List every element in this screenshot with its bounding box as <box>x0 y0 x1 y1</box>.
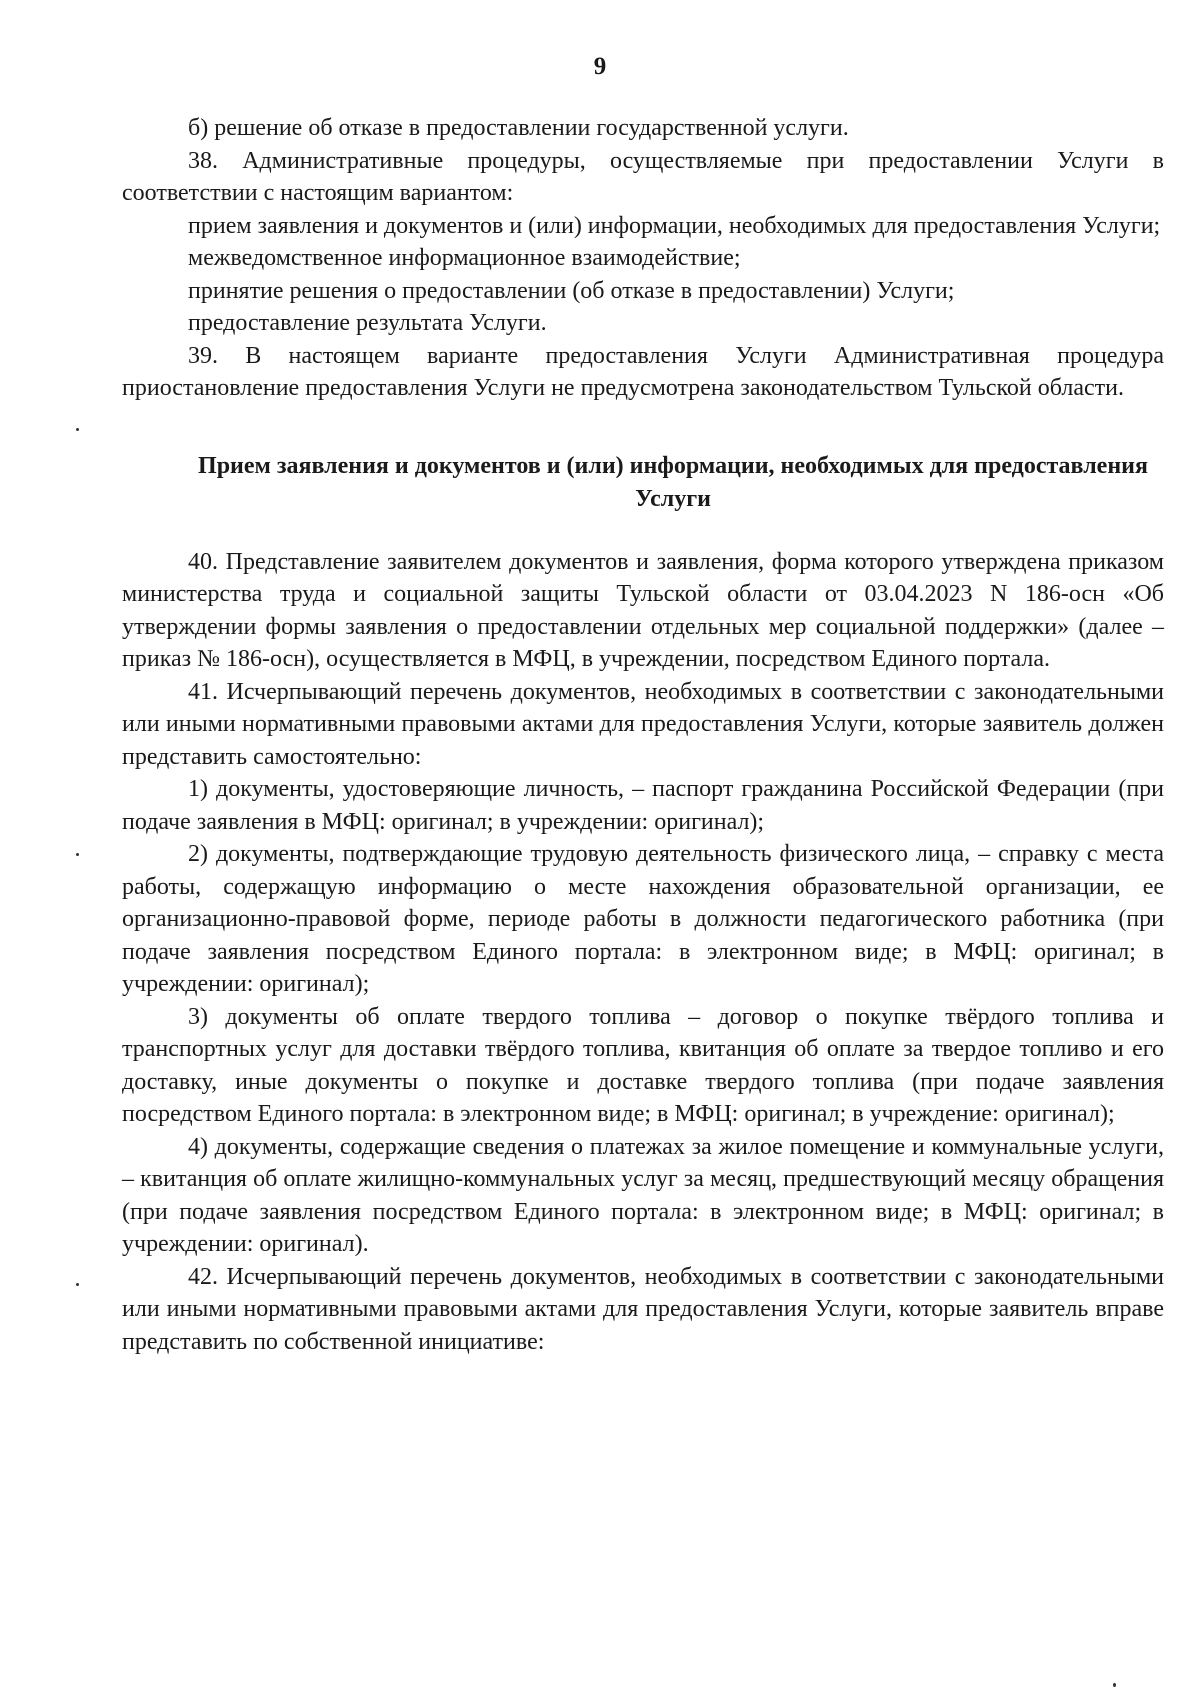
spacer <box>122 405 1164 450</box>
page-number: 9 <box>593 53 607 80</box>
spacer <box>122 516 1164 546</box>
paragraph: предоставление результата Услуги. <box>188 310 547 336</box>
section-procedures <box>122 112 1164 405</box>
paragraph: 38. Административные процедуры, осуществляемые при предоставлении Услуги в соответствии с настоящим вариантом: <box>122 147 1164 206</box>
paragraph: 4) документы, содержащие сведения о платежах за жилое помещение и коммунальные услуги, – квитанция об оплате жилищно-коммунальных услуг за месяц, предшествующий месяцу обращения (при подаче заявления посредством Единого портала: в электронном виде; в МФЦ: оригинал; в учреждении: оригинал). <box>122 1133 1164 1257</box>
paragraph: принятие решения о предоставлении (об отказе в предоставлении) Услуги; <box>188 277 955 304</box>
paragraph: 1) документы, удостоверяющие личность, – паспорт гражданина Российской Федерации (при подаче заявления в МФЦ: оригинал; в учреждении: оригинал); <box>122 776 1164 835</box>
document-body <box>122 112 1164 1358</box>
paragraph: 40. Представление заявителем документов и заявления, форма которого утверждена приказом министерства труда и социальной защиты Тульской области от 03.04.2023 N 186-осн «Об утверждении формы заявления о предоставлении отдельных мер социальной поддержки» (далее – приказ № 186-осн), осуществляется в МФЦ, в учреждении, посредством Единого портала. <box>122 548 1164 672</box>
scan-speck <box>1113 1683 1116 1687</box>
paragraph: б) решение об отказе в предоставлении государственной услуги. <box>188 115 849 141</box>
scan-speck <box>76 853 79 856</box>
scan-speck <box>76 1283 79 1286</box>
scan-speck <box>76 428 79 431</box>
paragraph: 42. Исчерпывающий перечень документов, необходимых в соответствии с законодательными или иными нормативными правовыми актами для предоставления Услуги, которые заявитель вправе представить по собственной инициативе: <box>122 1263 1164 1355</box>
paragraph: 39. В настоящем варианте предоставления Услуги Административная процедура приостановление предоставления Услуги не предусмотрена законодательством Тульской области. <box>122 342 1164 401</box>
section-documents <box>122 546 1164 1359</box>
paragraph: 41. Исчерпывающий перечень документов, необходимых в соответствии с законодательными или иными нормативными правовыми актами для предоставления Услуги, которые заявитель должен представить самостоятельно: <box>122 678 1164 770</box>
paragraph: 3) документы об оплате твердого топлива – договор о покупке твёрдого топлива и транспортных услуг для доставки твёрдого топлива, квитанция об оплате за твердое топливо и его доставку, иные документы о покупке и доставке твердого топлива (при подаче заявления посредством Единого портала: в электронном виде; в МФЦ: оригинал; в учреждение: оригинал); <box>122 1003 1164 1127</box>
paragraph: 2) документы, подтверждающие трудовую деятельность физического лица, – справку с места работы, содержащую информацию о месте нахождения образовательной организации, ее организационно-правовой форме, периоде работы в должности педагогического работника (при подаче заявления посредством Единого портала: в электронном виде; в МФЦ: оригинал; в учреждении: оригинал); <box>122 841 1164 997</box>
paragraph: межведомственное информационное взаимодействие; <box>188 245 741 271</box>
paragraph: прием заявления и документов и (или) информации, необходимых для предоставления Услуги; <box>188 212 1161 239</box>
section-heading: Прием заявления и документов и (или) информации, необходимых для предоставления Услуги <box>198 452 1148 512</box>
